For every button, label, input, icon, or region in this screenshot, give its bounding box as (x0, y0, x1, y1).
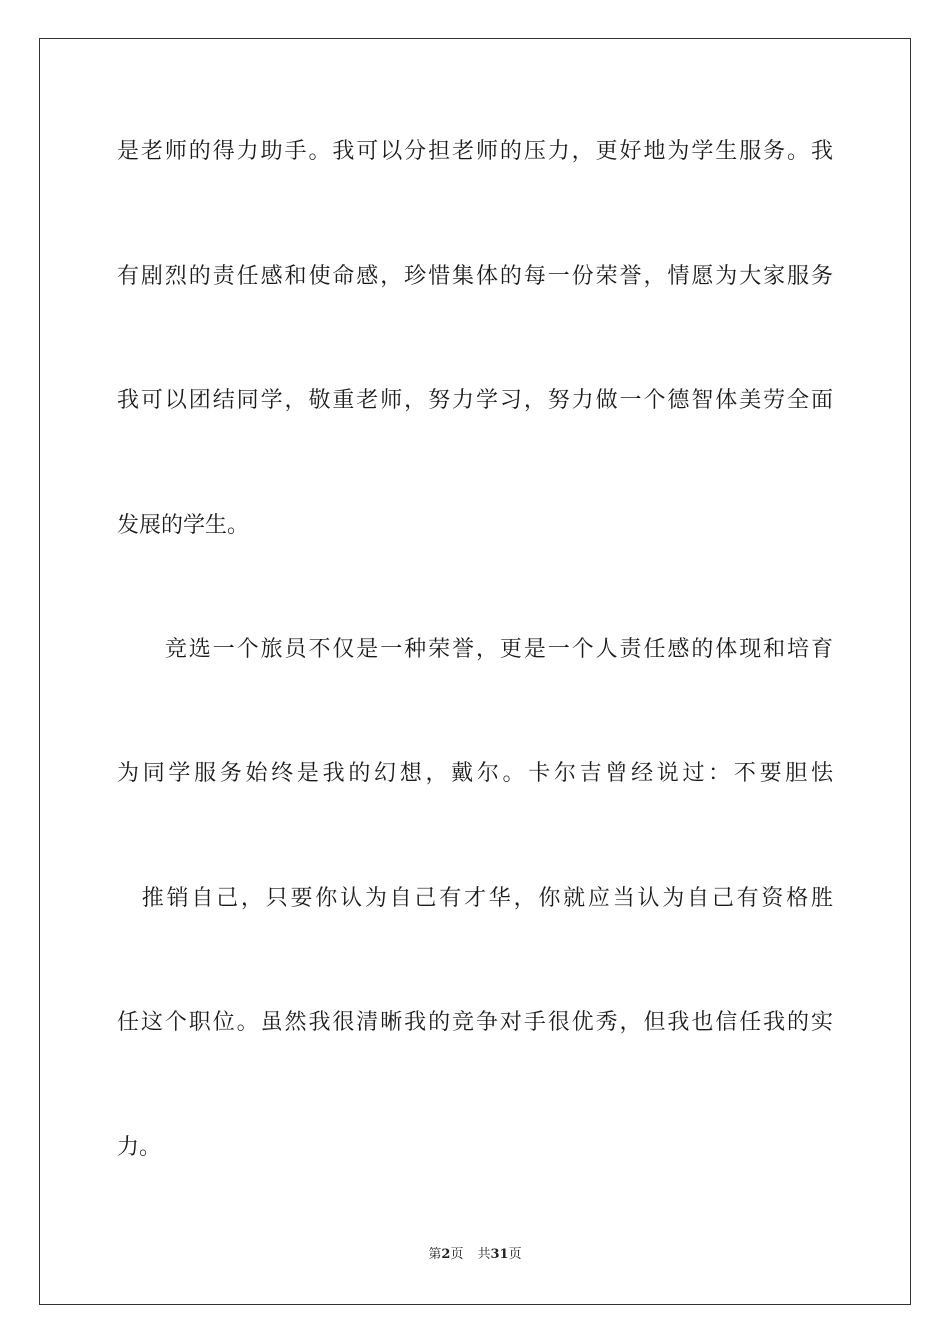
text-line-1: 是老师的得力助手。我可以分担老师的压力，更好地为学生服务。我 (117, 139, 833, 164)
page-border (39, 38, 911, 1305)
total-prefix: 共 (477, 1247, 491, 1262)
text-line-6: 为同学服务始终是我的幻想，戴尔。卡尔吉曾经说过：不要胆怯 (117, 761, 833, 786)
page-prefix: 第 (428, 1247, 442, 1262)
page-footer (0, 1246, 950, 1264)
text-line-2: 有剧烈的责任感和使命感，珍惜集体的每一份荣誉，情愿为大家服务 (117, 264, 833, 289)
text-line-9: 力。 (117, 1135, 162, 1160)
page-number: 2 (441, 1247, 451, 1262)
text-line-7: 推销自己，只要你认为自己有才华，你就应当认为自己有资格胜 (117, 886, 833, 911)
page-suffix: 页 (450, 1247, 464, 1262)
total-suffix: 页 (508, 1247, 522, 1262)
text-line-5: 竞选一个旅员不仅是一种荣誉，更是一个人责任感的体现和培育 (117, 637, 833, 662)
total-pages: 31 (490, 1247, 509, 1262)
text-line-8: 任这个职位。虽然我很清晰我的竞争对手很优秀，但我也信任我的实 (117, 1010, 833, 1035)
text-line-3: 我可以团结同学，敬重老师，努力学习，努力做一个德智体美劳全面 (117, 388, 833, 413)
text-line-4: 发展的学生。 (117, 513, 250, 538)
